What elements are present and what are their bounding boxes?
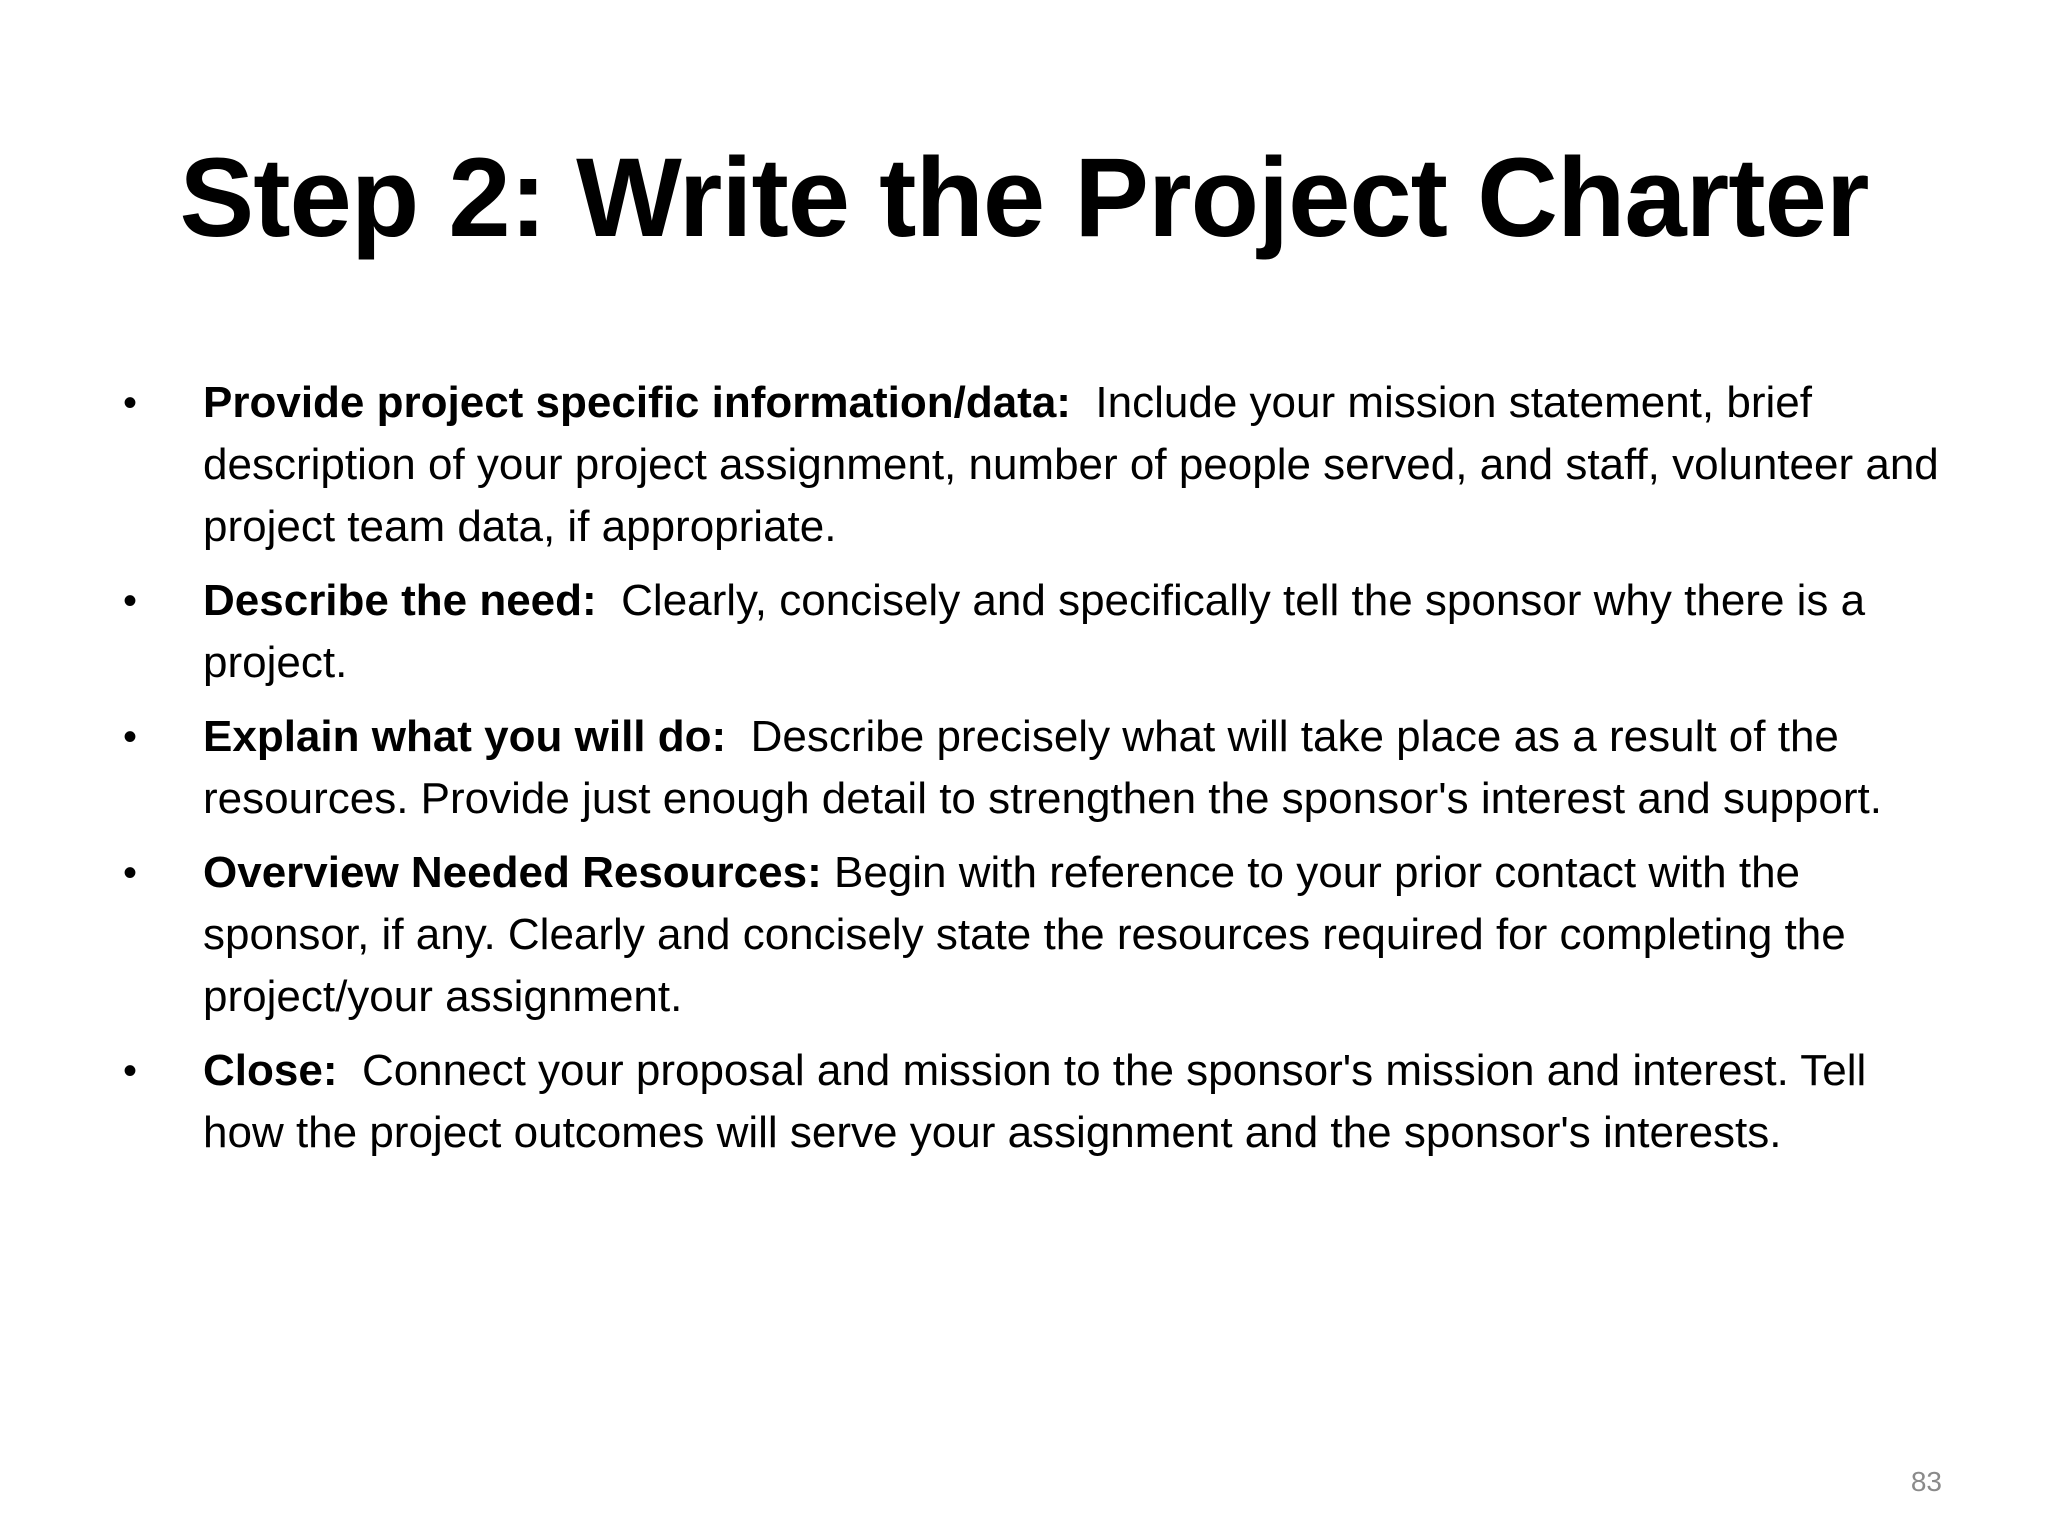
bullet-heading: Provide project specific information/data:	[203, 378, 1071, 427]
slide-title: Step 2: Write the Project Charter	[179, 135, 1869, 260]
bullet-text: Clearly, concisely and specifically tell the sponsor why there is a project.	[203, 576, 1866, 687]
bullet-dot: •	[123, 851, 138, 895]
bullet-text: Describe precisely what will take place as a result of the resources. Provide just enough detail to strengthen the sponsor's interest and support.	[203, 712, 1882, 823]
bullet-dot: •	[123, 381, 138, 425]
bullet-heading: Overview Needed Resources:	[203, 848, 822, 897]
bullet-heading: Close:	[203, 1046, 338, 1095]
bullet-item	[115, 372, 1955, 558]
bullet-dot: •	[123, 715, 138, 759]
bullet-item	[115, 570, 1955, 694]
bullet-item	[115, 706, 1955, 830]
bullet-text: Begin with reference to your prior contact with the sponsor, if any. Clearly and concisely state the resources required for completing the project/your assignment.	[203, 848, 1846, 1021]
bullet-item	[115, 1040, 1955, 1164]
page-number: 83	[1910, 1466, 1942, 1497]
bullet-heading: Describe the need:	[203, 576, 597, 625]
bullet-text: Include your mission statement, brief description of your project assignment, number of people served, and staff, volunteer and project team data, if appropriate.	[203, 378, 1939, 551]
bullet-dot: •	[123, 579, 138, 623]
bullet-item	[115, 842, 1955, 1028]
bullet-text: Connect your proposal and mission to the sponsor's mission and interest. Tell how the project outcomes will serve your assignment and the sponsor's interests.	[203, 1046, 1867, 1157]
bullet-heading: Explain what you will do:	[203, 712, 727, 761]
bullet-list	[115, 372, 1955, 1176]
bullet-dot: •	[123, 1049, 138, 1093]
